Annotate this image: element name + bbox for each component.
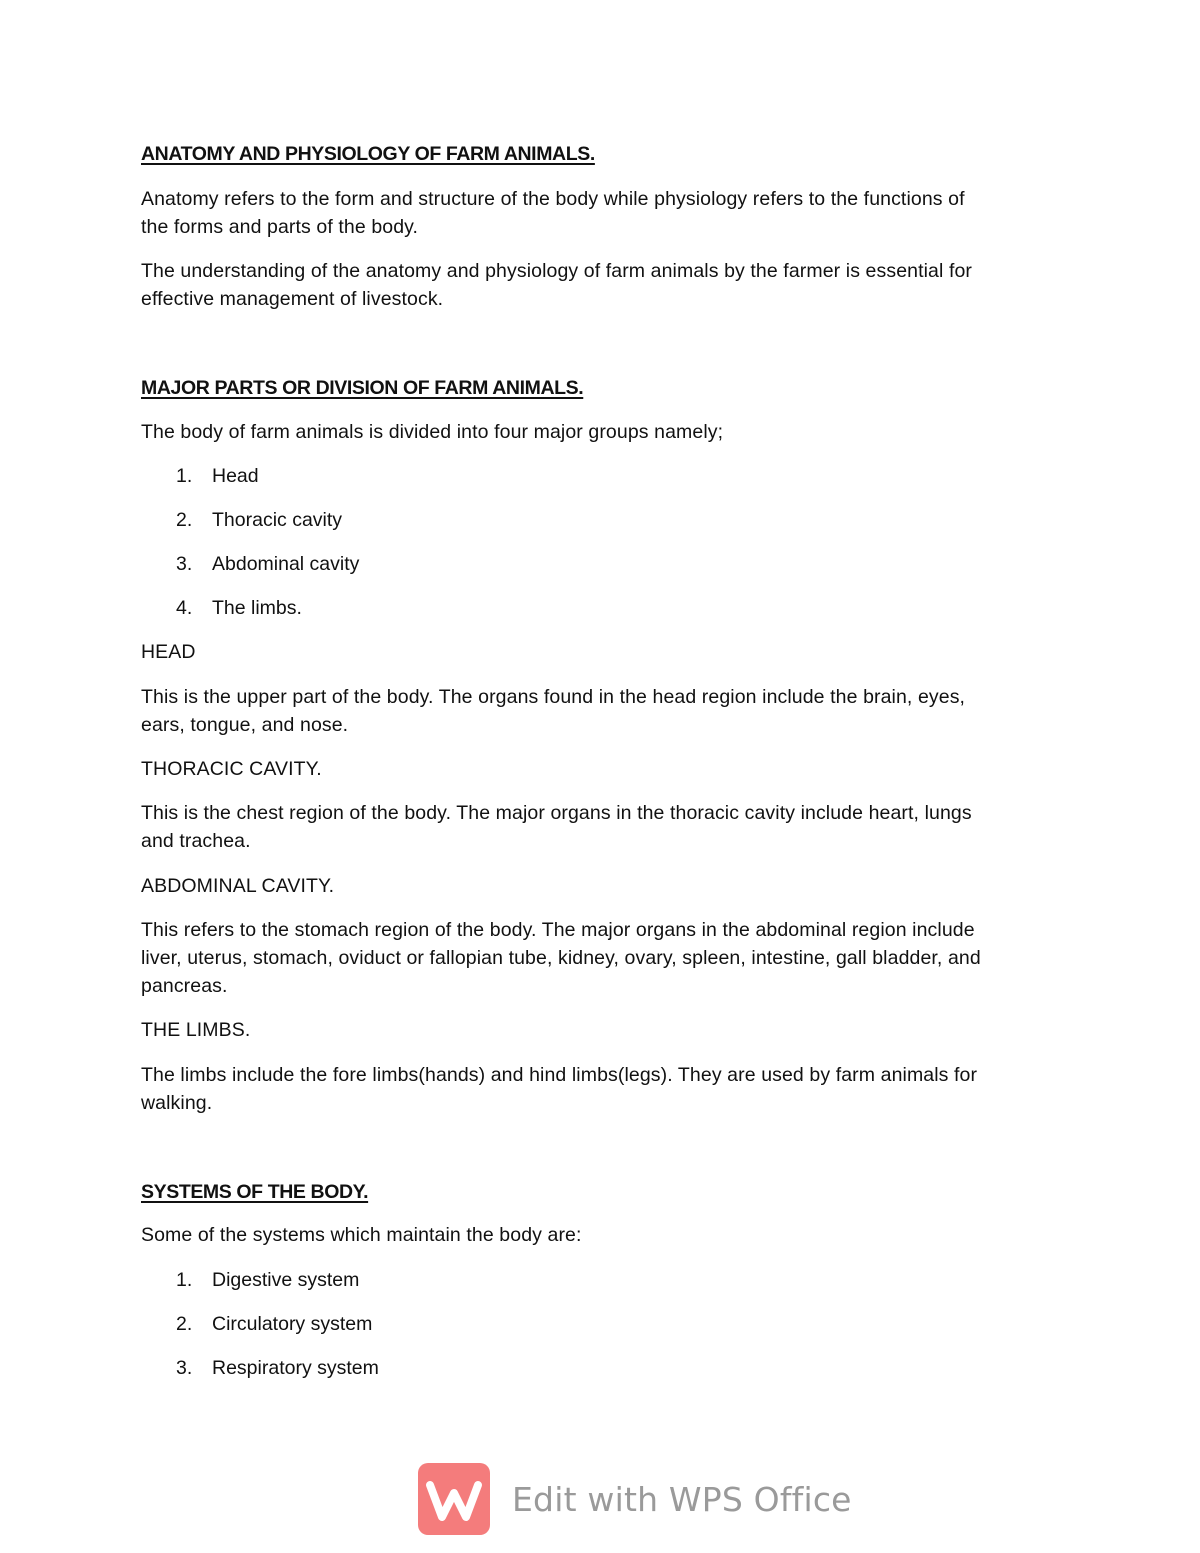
subheading-abdominal: ABDOMINAL CAVITY. [141, 875, 335, 897]
list-item: Digestive system [212, 1269, 360, 1291]
subheading-thoracic: THORACIC CAVITY. [141, 758, 322, 780]
subheading-limbs: THE LIMBS. [141, 1019, 251, 1041]
paragraph-line: effective management of livestock. [141, 288, 444, 310]
list-number: 2. [176, 509, 193, 531]
list-item: Respiratory system [212, 1357, 379, 1379]
paragraph-line: This refers to the stomach region of the body. The major organs in the abdominal region include [141, 919, 975, 941]
wps-watermark[interactable] [418, 1462, 852, 1536]
list-number: 4. [176, 597, 193, 619]
section-lead: Some of the systems which maintain the body are: [141, 1224, 582, 1246]
paragraph-line: ears, tongue, and nose. [141, 714, 349, 736]
paragraph-line: The limbs include the fore limbs(hands) and hind limbs(legs). They are used by farm animals for [141, 1064, 978, 1086]
subheading-head: HEAD [141, 641, 196, 663]
wps-logo-icon [418, 1463, 490, 1535]
list-item: The limbs. [212, 597, 302, 619]
list-number: 1. [176, 1269, 193, 1291]
paragraph-line: liver, uterus, stomach, oviduct or fallopian tube, kidney, ovary, spleen, intestine, gall bladder, and [141, 947, 981, 969]
section-heading-systems: SYSTEMS OF THE BODY. [141, 1181, 369, 1203]
paragraph-line: and trachea. [141, 830, 251, 852]
list-number: 3. [176, 1357, 193, 1379]
list-item: Head [212, 465, 259, 487]
list-number: 2. [176, 1313, 193, 1335]
paragraph-line: The understanding of the anatomy and physiology of farm animals by the farmer is essential for [141, 260, 972, 282]
paragraph-line: This is the upper part of the body. The organs found in the head region include the brain, eyes, [141, 686, 966, 708]
list-number: 1. [176, 465, 193, 487]
list-item: Thoracic cavity [212, 509, 343, 531]
section-lead: The body of farm animals is divided into four major groups namely; [141, 421, 724, 443]
section-heading-major-parts: MAJOR PARTS OR DIVISION OF FARM ANIMALS. [141, 377, 584, 399]
list-item: Abdominal cavity [212, 553, 360, 575]
paragraph-line: pancreas. [141, 975, 228, 997]
list-item: Circulatory system [212, 1313, 373, 1335]
paragraph-line: This is the chest region of the body. The major organs in the thoracic cavity include heart, lungs [141, 802, 972, 824]
intro-line: the forms and parts of the body. [141, 216, 419, 238]
document-title: ANATOMY AND PHYSIOLOGY OF FARM ANIMALS. [141, 143, 595, 165]
wps-watermark-text: Edit with WPS Office [512, 1479, 852, 1519]
list-number: 3. [176, 553, 193, 575]
paragraph-line: walking. [141, 1092, 213, 1114]
intro-line: Anatomy refers to the form and structure of the body while physiology refers to the functions of [141, 188, 965, 210]
